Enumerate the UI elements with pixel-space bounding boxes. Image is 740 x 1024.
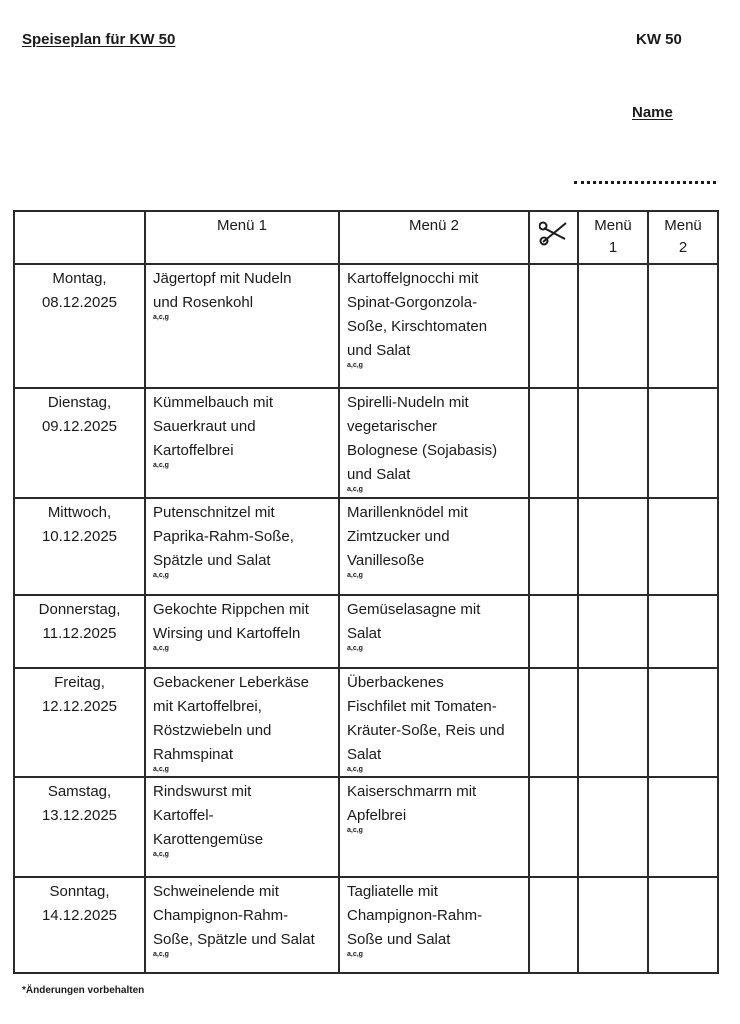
scissors-icon: [539, 217, 569, 254]
cut-cell: [529, 498, 578, 595]
menu1-cell: [145, 668, 339, 777]
menu1-allergens: a,c,g: [153, 572, 169, 579]
menu2-allergens: a,c,g: [347, 572, 363, 579]
menu2-cell: [339, 498, 529, 595]
cut-cell: [529, 877, 578, 973]
day-cell: [14, 777, 145, 877]
menu1-dish: Gekochte Rippchen mit Wirsing und Kartoffeln: [153, 601, 309, 642]
menu1-allergens: a,c,g: [153, 851, 169, 858]
day-name: Sonntag,: [49, 883, 110, 900]
header-order-menu1-line1: Menü: [594, 217, 632, 234]
day-date: 14.12.2025: [41, 907, 118, 924]
menu2-allergens: a,c,g: [347, 766, 363, 773]
menu2-dish: Überbackenes Fischfilet mit Tomaten- Kräuter-Soße, Reis und Salat: [347, 674, 505, 763]
menu2-allergens: a,c,g: [347, 827, 363, 834]
menu2-allergens: a,c,g: [347, 951, 363, 958]
menu2-cell: [339, 777, 529, 877]
cut-cell: [529, 668, 578, 777]
menu1-dish: Jägertopf mit Nudeln und Rosenkohl: [153, 270, 292, 311]
menu1-dish: Schweinelende mit Champignon-Rahm- Soße, Spätzle und Salat: [153, 883, 315, 948]
day-cell: [14, 595, 145, 668]
menu2-allergens: a,c,g: [347, 362, 363, 369]
menu2-cell: [339, 595, 529, 668]
day-name: Donnerstag,: [38, 601, 121, 618]
header-order-menu1-line2: 1: [608, 239, 618, 256]
menu1-allergens: a,c,g: [153, 645, 169, 652]
day-date: 12.12.2025: [41, 698, 118, 715]
menu1-dish: Gebackener Leberkäse mit Kartoffelbrei, Röstzwiebeln und Rahmspinat: [153, 674, 309, 763]
menu1-allergens: a,c,g: [153, 314, 169, 321]
table-row: [14, 264, 718, 388]
table-row: [14, 595, 718, 668]
day-name: Montag,: [52, 270, 107, 287]
header-empty-cell: [14, 211, 145, 264]
order-menu1-checkbox[interactable]: [578, 777, 648, 877]
week-label: KW 50: [636, 31, 682, 48]
order-menu2-checkbox[interactable]: [648, 388, 718, 498]
menu2-dish: Kaiserschmarrn mit Apfelbrei: [347, 783, 477, 824]
menu2-dish: Marillenknödel mit Zimtzucker und Vanillesoße: [347, 504, 468, 569]
menu1-cell: [145, 388, 339, 498]
table-row: [14, 668, 718, 777]
menu2-allergens: a,c,g: [347, 486, 363, 493]
day-date: 08.12.2025: [41, 294, 118, 311]
table-row: [14, 498, 718, 595]
menu1-allergens: a,c,g: [153, 766, 169, 773]
menu2-dish: Tagliatelle mit Champignon-Rahm- Soße und Salat: [347, 883, 483, 948]
header-order-menu2-line1: Menü: [664, 217, 702, 234]
order-menu2-checkbox[interactable]: [648, 595, 718, 668]
menu1-cell: [145, 264, 339, 388]
header-order-menu2-line2: 2: [678, 239, 688, 256]
menu2-cell: [339, 668, 529, 777]
day-name: Mittwoch,: [47, 504, 112, 521]
day-cell: [14, 498, 145, 595]
day-date: 13.12.2025: [41, 807, 118, 824]
table-row: [14, 877, 718, 973]
header-order-menu2: [648, 211, 718, 264]
table-row: [14, 388, 718, 498]
day-date: 10.12.2025: [41, 528, 118, 545]
menu2-cell: [339, 877, 529, 973]
menu1-cell: [145, 777, 339, 877]
order-menu1-checkbox[interactable]: [578, 388, 648, 498]
day-cell: [14, 668, 145, 777]
menu1-cell: [145, 498, 339, 595]
order-menu2-checkbox[interactable]: [648, 877, 718, 973]
menu2-dish: Spirelli-Nudeln mit vegetarischer Bolognese (Sojabasis) und Salat: [347, 394, 498, 483]
order-menu1-checkbox[interactable]: [578, 877, 648, 973]
order-menu2-checkbox[interactable]: [648, 264, 718, 388]
menu1-allergens: a,c,g: [153, 462, 169, 469]
header-order-menu1: [578, 211, 648, 264]
table-row: [14, 777, 718, 877]
day-cell: [14, 388, 145, 498]
menu1-dish: Putenschnitzel mit Paprika-Rahm-Soße, Spätzle und Salat: [153, 504, 294, 569]
cut-cell: [529, 264, 578, 388]
order-menu2-checkbox[interactable]: [648, 498, 718, 595]
header-scissors-cell: [529, 211, 578, 264]
header-menu2: Menü 2: [339, 211, 529, 264]
menu2-cell: [339, 264, 529, 388]
order-menu1-checkbox[interactable]: [578, 595, 648, 668]
order-menu1-checkbox[interactable]: [578, 668, 648, 777]
menu2-dish: Gemüselasagne mit Salat: [347, 601, 481, 642]
menu1-cell: [145, 877, 339, 973]
cut-cell: [529, 388, 578, 498]
name-signature-line[interactable]: [574, 181, 716, 184]
order-menu1-checkbox[interactable]: [578, 264, 648, 388]
menu-table: [13, 210, 719, 974]
order-menu1-checkbox[interactable]: [578, 498, 648, 595]
page-title: Speiseplan für KW 50: [22, 31, 176, 48]
day-cell: [14, 877, 145, 973]
menu2-allergens: a,c,g: [347, 645, 363, 652]
day-name: Samstag,: [47, 783, 112, 800]
menu1-dish: Rindswurst mit Kartoffel- Karottengemüse: [153, 783, 264, 848]
day-cell: [14, 264, 145, 388]
cut-cell: [529, 777, 578, 877]
menu2-dish: Kartoffelgnocchi mit Spinat-Gorgonzola- Soße, Kirschtomaten und Salat: [347, 270, 488, 359]
table-header-row: [14, 211, 718, 264]
day-date: 11.12.2025: [42, 625, 117, 642]
menu1-dish: Kümmelbauch mit Sauerkraut und Kartoffelbrei: [153, 394, 274, 459]
menu2-cell: [339, 388, 529, 498]
order-menu2-checkbox[interactable]: [648, 777, 718, 877]
menu1-cell: [145, 595, 339, 668]
header-menu1: Menü 1: [145, 211, 339, 264]
day-date: 09.12.2025: [41, 418, 118, 435]
footnote: *Änderungen vorbehalten: [22, 985, 145, 996]
cut-cell: [529, 595, 578, 668]
order-menu2-checkbox[interactable]: [648, 668, 718, 777]
day-name: Dienstag,: [47, 394, 112, 411]
name-label: Name: [632, 104, 673, 121]
day-name: Freitag,: [54, 674, 105, 691]
menu1-allergens: a,c,g: [153, 951, 169, 958]
